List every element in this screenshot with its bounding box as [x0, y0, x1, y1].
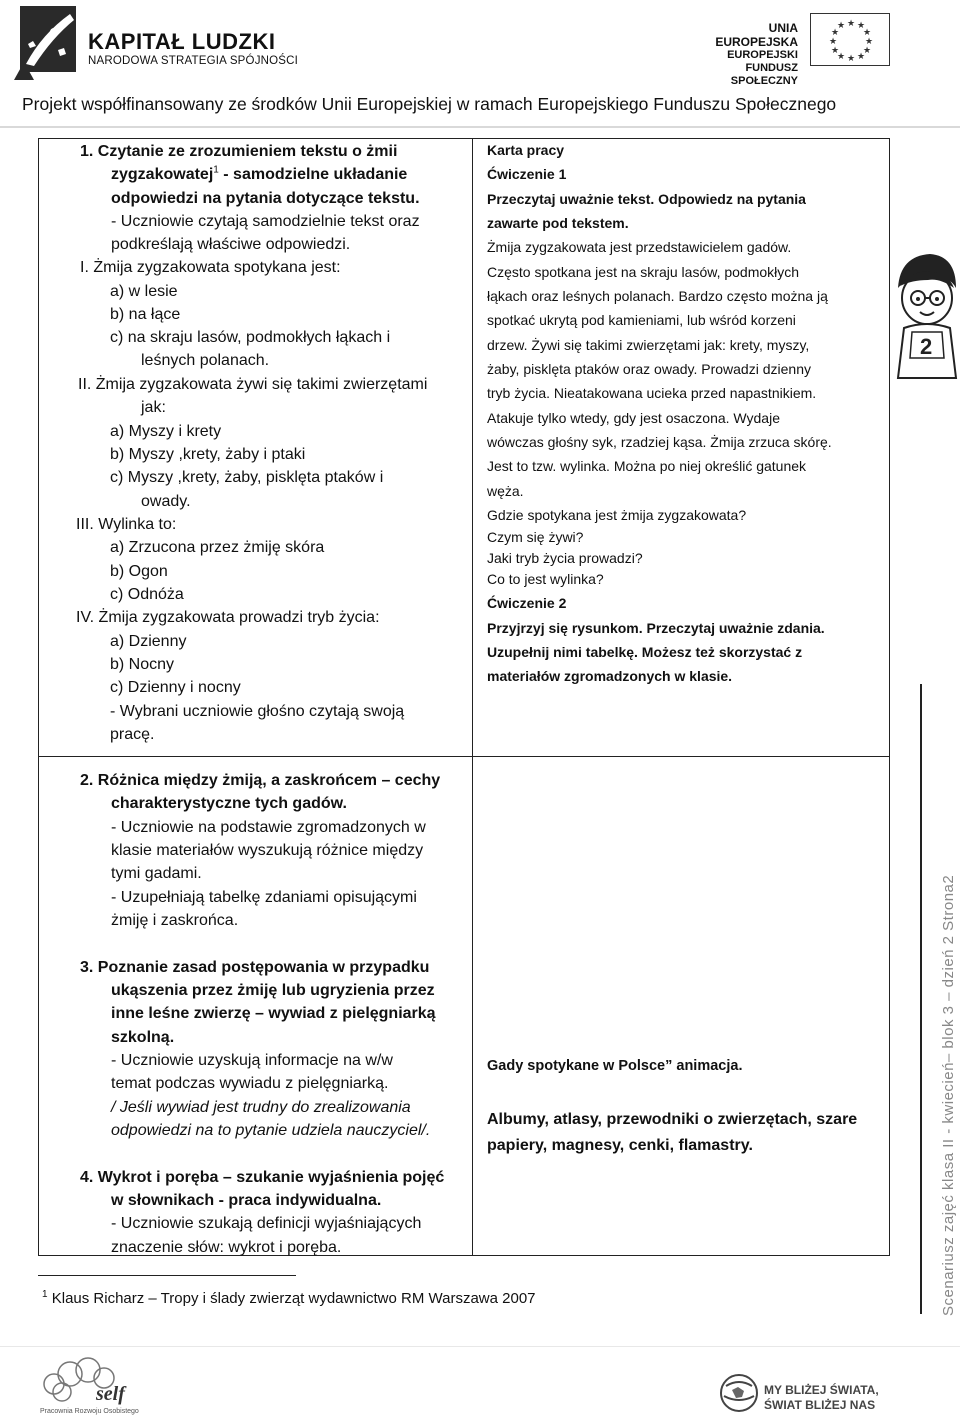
resource-materials: Albumy, atlasy, przewodniki o zwierzętach, szare: [487, 1111, 858, 1128]
task-1-closing-cont: pracę.: [110, 726, 155, 743]
task-2-desc-1: - Uczniowie na podstawie zgromadzonych w: [111, 819, 426, 836]
table-row-divider: [38, 756, 890, 757]
q3-option-a: a) Zrzucona przez żmiję skóra: [110, 539, 325, 556]
kl-subtitle: NARODOWA STRATEGIA SPÓJNOŚCI: [88, 55, 299, 67]
exercise-1-instruction-cont: zawarte pod tekstem.: [487, 215, 629, 231]
boy-mascot-icon: [890, 248, 960, 398]
project-cofinancing-line: Projekt współfinansowany ze środków Unii Europejskiej w ramach Europejskiego Funduszu Społecznego: [22, 94, 837, 114]
question-2-cont: jak:: [141, 399, 166, 416]
svg-text:★: ★: [829, 37, 838, 47]
mascot-number: 2: [920, 334, 933, 359]
text-line-10: Jest to tzw. wylinka. Można po niej określić gatunek: [487, 458, 807, 474]
task-1-title-rest: - samodzielne układanie: [218, 166, 408, 183]
question-lifestyle: Jaki tryb życia prowadzi?: [487, 550, 643, 566]
question-where: Gdzie spotykana jest żmija zygzakowata?: [487, 507, 747, 523]
exercise-2-instruction-end: materiałów zgromadzonych w klasie.: [487, 668, 733, 684]
task-1-title-bold: zygzakowatej: [111, 166, 214, 183]
resource-materials-cont: papiery, magnesy, cenki, flamastry.: [487, 1137, 753, 1154]
task-4-desc-1: - Uczniowie szukają definicji wyjaśniających: [111, 1215, 422, 1232]
self-logo-caption: Pracownia Rozwoju Osobistego: [40, 1408, 139, 1415]
bottom-divider: [0, 1346, 960, 1347]
text-line-5: drzew. Żywi się takimi zwierzętami jak: krety, myszy,: [487, 337, 810, 353]
self-logo-icon: [40, 1352, 160, 1412]
text-line-9: wówczas głośny syk, rzadziej kąsa. Żmija zrzuca skórę.: [487, 434, 832, 450]
task-1-closing: - Wybrani uczniowie głośno czytają swoją: [110, 703, 405, 720]
q4-option-a: a) Dzienny: [110, 633, 187, 650]
task-3-desc-1: - Uczniowie uzyskują informacje na w/w: [111, 1052, 393, 1069]
svg-text:★: ★: [865, 37, 874, 47]
text-line-1: Żmija zygzakowata jest przedstawicielem gadów.: [487, 239, 792, 255]
svg-text:★: ★: [857, 52, 866, 62]
svg-text:★: ★: [831, 46, 840, 56]
exercise-1-instruction: Przeczytaj uważnie tekst. Odpowiedz na pytania: [487, 191, 806, 207]
task-1-desc: - Uczniowie czytają samodzielnie tekst oraz: [111, 213, 420, 230]
exercise-1-title: Ćwiczenie 1: [487, 166, 567, 182]
kapital-ludzki-logo: [12, 4, 84, 82]
text-line-11: węża.: [487, 483, 524, 499]
eu-flag: [810, 13, 890, 66]
q1-option-b: b) na łące: [110, 306, 181, 323]
task-3-note-2: odpowiedzi na to pytanie udziela nauczyciel/.: [111, 1122, 431, 1139]
q4-option-c: c) Dzienny i nocny: [110, 679, 241, 696]
task-4-title: 4. Wykrot i poręba – szukanie wyjaśnienia pojęć: [80, 1169, 445, 1186]
ue-line2: EUROPEJSKI: [727, 49, 798, 61]
kapital-ludzki-text: [88, 30, 298, 68]
svg-text:★: ★: [863, 28, 872, 38]
side-footer-text: Scenariusz zajęć klasa II - kwiecień– blok 3 – dzień 2 Strona2: [940, 874, 957, 1316]
side-footer-rule: [920, 684, 922, 1314]
q2-option-b: b) Myszy ,krety, żaby i ptaki: [110, 446, 306, 463]
task-2-desc-2: klasie materiałów wyszukują różnice między: [111, 842, 424, 859]
task-4-desc-2: znaczenie słów: wykrot i poręba.: [111, 1239, 342, 1256]
myb-slogan: [764, 1383, 879, 1413]
svg-text:★: ★: [857, 21, 866, 31]
task-4-title-cont: w słownikach - praca indywidualna.: [111, 1192, 382, 1209]
svg-text:★: ★: [837, 21, 846, 31]
ue-line3: FUNDUSZ SPOŁECZNY: [730, 62, 798, 87]
globe-logo: [718, 1372, 760, 1414]
q2-option-c-cont: owady.: [141, 493, 191, 510]
task-3-desc-2: temat podczas wywiadu z pielęgniarką.: [111, 1075, 389, 1092]
task-2-title: 2. Różnica między żmiją, a zaskrońcem – cechy: [80, 772, 441, 789]
footnote: [42, 1290, 536, 1307]
exercise-2-instruction-cont: Uzupełnij nimi tabelkę. Możesz też skorzystać z: [487, 644, 803, 660]
svg-text:★: ★: [831, 28, 840, 38]
mascot-illustration: [890, 248, 960, 398]
text-line-8: Atakuje tylko wtedy, gdy jest osaczona. Wydaje: [487, 410, 780, 426]
header-divider: [0, 126, 960, 128]
eu-fund-text: [686, 21, 798, 88]
eu-stars-icon: [811, 14, 889, 65]
self-logo: [40, 1352, 160, 1412]
footnote-ref: 1: [213, 164, 219, 176]
task-3-title-cont-2: inne leśne zwierzę – wywiad z pielęgniarką: [111, 1005, 436, 1022]
task-2-desc-5: żmiję i zaskrońca.: [111, 912, 239, 929]
question-3: III. Wylinka to:: [76, 516, 177, 533]
q1-option-a: a) w lesie: [110, 283, 178, 300]
exercise-2-title: Ćwiczenie 2: [487, 595, 567, 611]
q2-option-a: a) Myszy i krety: [110, 423, 222, 440]
footnote-rule: [38, 1275, 296, 1276]
q1-option-c-cont: leśnych polanach.: [141, 352, 270, 369]
globe-icon: [718, 1372, 760, 1414]
text-line-7: tryb życia. Nieatakowana ucieka przed napastnikiem.: [487, 385, 817, 401]
q2-option-c: c) Myszy ,krety, żaby, pisklęta ptaków i: [110, 469, 384, 486]
text-line-3: łąkach oraz leśnych polanach. Bardzo często można ją: [487, 288, 828, 304]
question-2: II. Żmija zygzakowata żywi się takimi zwierzętami: [78, 376, 428, 393]
question-food: Czym się żywi?: [487, 529, 584, 545]
question-4: IV. Żmija zygzakowata prowadzi tryb życia:: [76, 609, 380, 626]
svg-text:★: ★: [863, 46, 872, 56]
task-1-desc-cont: podkreślają właściwe odpowiedzi.: [111, 236, 351, 253]
resource-animation: Gady spotykane w Polsce” animacja.: [487, 1058, 743, 1074]
task-1-title-cont: [111, 163, 407, 186]
task-2-desc-4: - Uzupełniają tabelkę zdaniami opisującymi: [111, 889, 417, 906]
question-1: I. Żmija zygzakowata spotykana jest:: [80, 259, 341, 276]
slogan-line2: ŚWIAT BLIŻEJ NAS: [764, 1398, 876, 1412]
text-line-4: spotkać ukrytą pod kamieniami, lub wśród korzeni: [487, 312, 796, 328]
svg-text:★: ★: [847, 19, 856, 29]
q3-option-c: c) Odnóża: [110, 586, 184, 603]
task-3-title-cont-1: ukąszenia przez żmiję lub ugryzienia przez: [111, 982, 435, 999]
svg-text:★: ★: [837, 52, 846, 62]
footnote-marker: 1: [42, 1289, 48, 1300]
q1-option-c: c) na skraju lasów, podmokłych łąkach i: [110, 329, 391, 346]
text-line-6: żaby, pisklęta ptaków oraz owady. Prowadzi dzienny: [487, 361, 811, 377]
task-2-title-cont: charakterystyczne tych gadów.: [111, 795, 347, 812]
kl-title: KAPITAŁ LUDZKI: [88, 29, 276, 54]
exercise-2-instruction: Przyjrzyj się rysunkom. Przeczytaj uważnie zdania.: [487, 620, 825, 636]
self-logo-word: self: [96, 1383, 125, 1405]
text-line-2: Często spotkana jest na skraju lasów, podmokłych: [487, 264, 800, 280]
ue-line1: UNIA EUROPEJSKA: [715, 21, 798, 49]
question-molt: Co to jest wylinka?: [487, 571, 604, 587]
task-3-note-1: / Jeśli wywiad jest trudny do zrealizowania: [111, 1099, 411, 1116]
worksheet-label: Karta pracy: [487, 142, 565, 158]
task-3-title-cont-3: szkolną.: [111, 1029, 175, 1046]
q3-option-b: b) Ogon: [110, 563, 168, 580]
task-3-title: 3. Poznanie zasad postępowania w przypadku: [80, 959, 430, 976]
kapital-ludzki-icon: [12, 4, 84, 82]
task-2-desc-3: tymi gadami.: [111, 865, 202, 882]
q4-option-b: b) Nocny: [110, 656, 175, 673]
svg-text:★: ★: [847, 54, 856, 64]
task-1-title: 1. Czytanie ze zrozumieniem tekstu o żmii: [80, 143, 398, 160]
footnote-text: Klaus Richarz – Tropy i ślady zwierząt wydawnictwo RM Warszawa 2007: [51, 1290, 536, 1307]
slogan-line1: MY BLIŻEJ ŚWIATA,: [764, 1383, 879, 1397]
task-1-title-end: odpowiedzi na pytania dotyczące tekstu.: [111, 190, 420, 207]
